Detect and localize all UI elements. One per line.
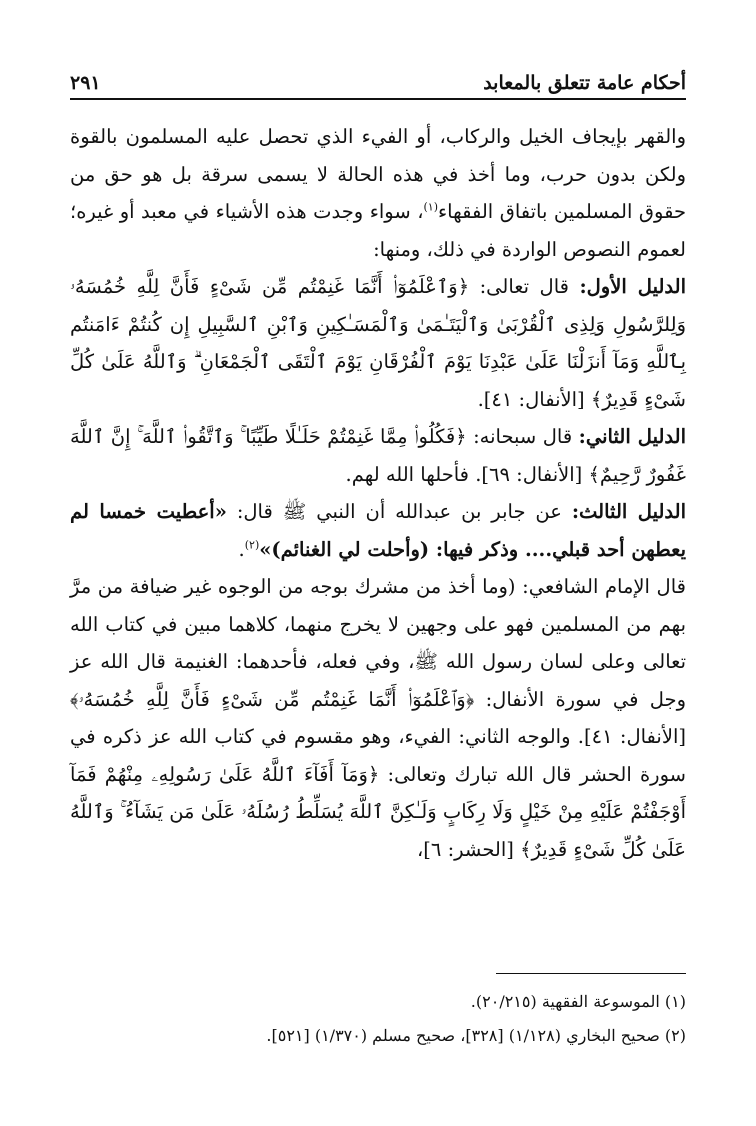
- footnotes: [70, 985, 686, 1053]
- shafii-text: قال الإمام الشافعي: (وما أخذ من مشرك بوجه من الوجوه غير ضيافة من مرَّ بهم من المسلمين فهو على وجهين لا يخرج منهما، كلاهما مبين في كتاب الله تعالى وعلى لسان رسول الله ﷺ، وفي فعله، فأحدهما: الغنيمة قال الله عز وجل في سورة الأنفال: ﴿وَٱعْلَمُوٓا۟ أَنَّمَا غَنِمْتُم مِّن شَىْءٍ فَأَنَّ لِلَّهِ خُمُسَهُۥ﴾ [الأنفال: ٤١]. والوجه الثاني: الفيء، وهو مقسوم في كتاب الله عز ذكره في سورة الحشر قال الله تبارك وتعالى: ﴿وَمَآ أَفَآءَ ٱللَّهُ عَلَىٰ رَسُولِهِۦ مِنْهُمْ فَمَآ أَوْجَفْتُمْ عَلَيْهِ مِنْ خَيْلٍ وَلَا رِكَابٍ وَلَـٰكِنَّ ٱللَّهَ يُسَلِّطُ رُسُلَهُۥ عَلَىٰ مَن يَشَآءُ ۚ وَٱللَّهُ عَلَىٰ كُلِّ شَىْءٍ قَدِيرٌ﴾ [الحشر: ٦]،: [70, 575, 686, 861]
- evidence-3-label: الدليل الثالث:: [571, 500, 686, 523]
- running-title: أحكام عامة تتعلق بالمعابد: [483, 72, 686, 94]
- main-text: [70, 118, 686, 868]
- footnote-ref-1[interactable]: (١): [423, 200, 439, 214]
- evidence-2: [70, 418, 686, 493]
- evidence-3-text: عن جابر بن عبدالله أن النبي ﷺ قال:: [236, 500, 562, 523]
- header-divider: [70, 98, 686, 100]
- footnote-2: (٢) صحيح البخاري (١/١٢٨) [٣٢٨]، صحيح مسلم (١/٣٧٠) [٥٢١].: [266, 1026, 686, 1045]
- evidence-2-text: قال سبحانه: ﴿فَكُلُوا۟ مِمَّا غَنِمْتُمْ حَلَـٰلًا طَيِّبًا ۚ وَٱتَّقُوا۟ ٱللَّهَ ۚ إِنَّ ٱللَّهَ غَفُورٌ رَّحِيمٌ﴾ [الأنفال: ٦٩]. فأحلها الله لهم.: [70, 425, 686, 486]
- page-number: ٢٩١: [70, 72, 101, 94]
- intro-paragraph: [70, 118, 686, 268]
- evidence-3-end: .: [238, 537, 245, 561]
- hadith-quote: «أعطيت خمسا لم يعطهن أحد قبلي.... وذكر فيها: (وأحلت لي الغنائم)»: [70, 500, 686, 561]
- shafii-paragraph: [70, 568, 686, 868]
- evidence-1: [70, 268, 686, 418]
- intro-tail: ، سواء وجدت هذه الأشياء في معبد أو غيره؛ لعموم النصوص الواردة في ذلك، ومنها:: [70, 200, 686, 261]
- footnote-ref-2[interactable]: (٢): [244, 538, 260, 551]
- evidence-1-label: الدليل الأول:: [579, 275, 686, 298]
- footnote-divider: [496, 973, 686, 974]
- evidence-2-label: الدليل الثاني:: [578, 425, 686, 448]
- intro-text: والقهر بإيجاف الخيل والركاب، أو الفيء الذي تحصل عليه المسلمون بالقوة ولكن بدون حرب، وما أخذ في هذه الحالة لا يسمى سرقة بل هو حق من حقوق المسلمين باتفاق الفقهاء: [70, 125, 686, 223]
- footnote-1: (١) الموسوعة الفقهية (٢٠/٢١٥).: [470, 992, 686, 1011]
- evidence-3: [70, 493, 686, 568]
- running-header: [70, 60, 686, 94]
- evidence-1-text: قال تعالى: ﴿وَٱعْلَمُوٓا۟ أَنَّمَا غَنِمْتُم مِّن شَىْءٍ فَأَنَّ لِلَّهِ خُمُسَهُۥ وَلِلرَّسُولِ وَلِذِى ٱلْقُرْبَىٰ وَٱلْيَتَـٰمَىٰ وَٱلْمَسَـٰكِينِ وَٱبْنِ ٱلسَّبِيلِ إِن كُنتُمْ ءَامَنتُم بِٱللَّهِ وَمَآ أَنزَلْنَا عَلَىٰ عَبْدِنَا يَوْمَ ٱلْفُرْقَانِ يَوْمَ ٱلْتَقَى ٱلْجَمْعَانِ ۗ وَٱللَّهُ عَلَىٰ كُلِّ شَىْءٍ قَدِيرٌ﴾ [الأنفال: ٤١].: [70, 275, 686, 411]
